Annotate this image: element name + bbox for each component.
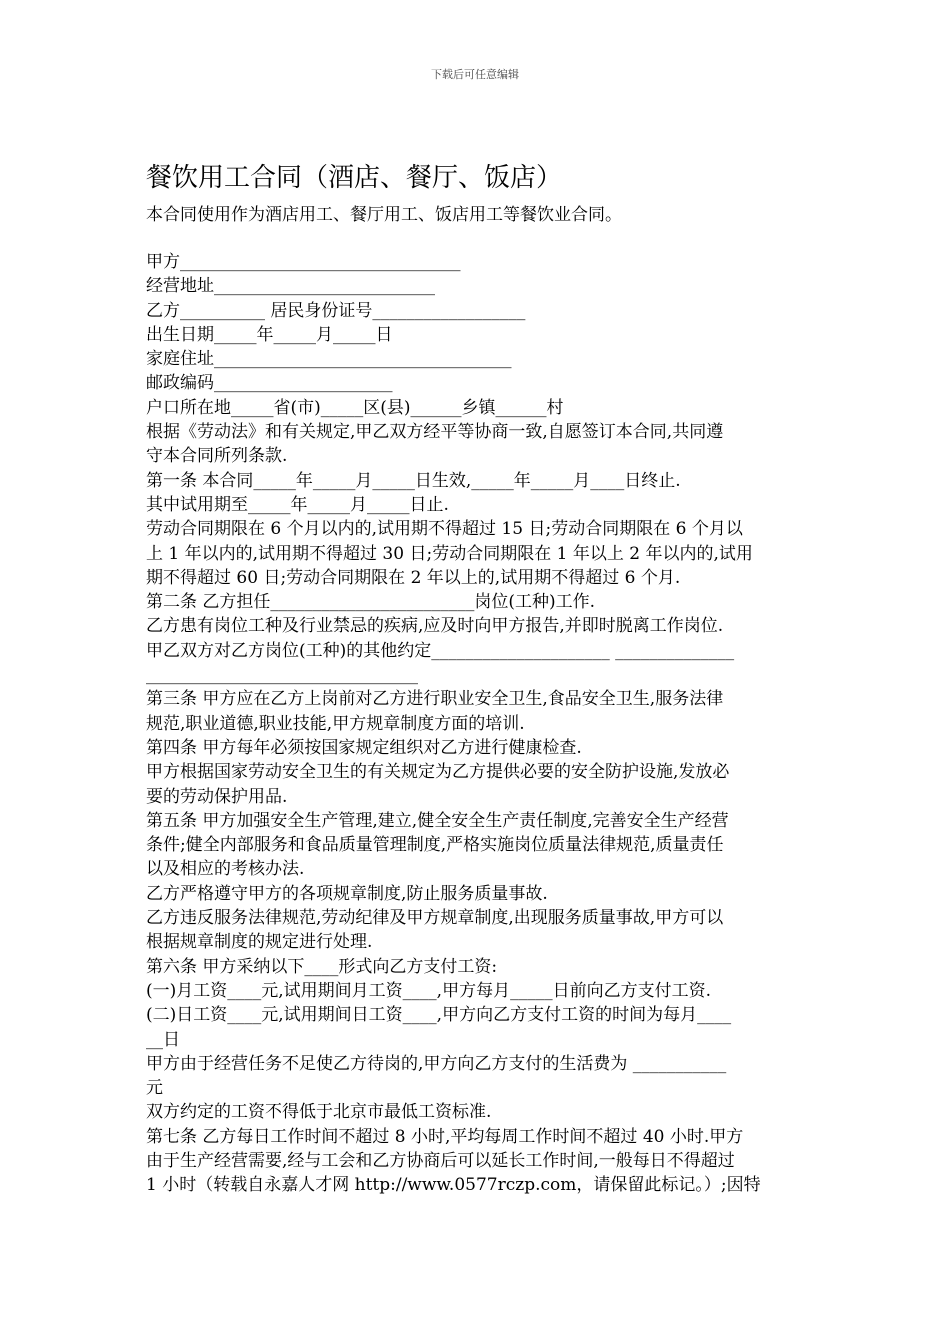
- document-subtitle: 本合同使用作为酒店用工、餐厅用工、饭店用工等餐饮业合同。: [146, 205, 622, 225]
- body-line: 邮政编码_____________________: [146, 373, 393, 394]
- body-line: 乙方患有岗位工种及行业禁忌的疾病,应及时向甲方报告,并即时脱离工作岗位.: [146, 616, 724, 637]
- body-line: (二)日工资____元,试用期间日工资____,甲方向乙方支付工资的时间为每月____: [146, 1005, 732, 1026]
- body-line: 其中试用期至_____年_____月_____日止.: [146, 494, 449, 515]
- body-line: 规范,职业道德,职业技能,甲方规章制度方面的培训.: [146, 713, 525, 734]
- body-line: ________________________________: [146, 665, 418, 686]
- body-line: 根据《劳动法》和有关规定,甲乙双方经平等协商一致,自愿签订本合同,共同遵: [146, 422, 724, 443]
- body-line: 乙方违反服务法律规范,劳动纪律及甲方规章制度,出现服务质量事故,甲方可以: [146, 908, 724, 929]
- body-line: 以及相应的考核办法.: [146, 859, 305, 880]
- body-line: 第七条 乙方每日工作时间不超过 8 小时,平均每周工作时间不超过 40 小时.甲方: [146, 1126, 744, 1147]
- body-line: 要的劳动保护用品.: [146, 786, 288, 807]
- body-line: 户口所在地_____省(市)_____区(县)______乡镇______村: [146, 397, 564, 418]
- body-line: 第一条 本合同_____年_____月_____日生效,_____年_____月____日终止.: [146, 470, 681, 491]
- body-line: 上 1 年以内的,试用期不得超过 30 日;劳动合同期限在 1 年以上 2 年以内的,试用: [146, 543, 753, 564]
- body-line: 经营地址__________________________: [146, 276, 435, 297]
- body-line: 根据规章制度的规定进行处理.: [146, 932, 373, 953]
- document-body: [146, 250, 811, 1198]
- body-line: 出生日期_____年_____月_____日: [146, 324, 393, 345]
- body-line: 由于生产经营需要,经与工会和乙方协商后可以延长工作时间,一般每日不得超过: [146, 1150, 735, 1171]
- body-line: 期不得超过 60 日;劳动合同期限在 2 年以上的,试用期不得超过 6 个月.: [146, 567, 681, 588]
- body-line: 第二条 乙方担任________________________岗位(工种)工作.: [146, 592, 596, 613]
- document-title: 餐饮用工合同（酒店、餐厅、饭店）: [146, 163, 563, 193]
- body-line: 第四条 甲方每年必须按国家规定组织对乙方进行健康检查.: [146, 737, 582, 758]
- body-line: __日: [146, 1029, 180, 1050]
- body-line: 双方约定的工资不得低于北京市最低工资标准.: [146, 1102, 492, 1123]
- body-line: 家庭住址___________________________________: [146, 349, 512, 370]
- body-line: 条件;健全内部服务和食品质量管理制度,严格实施岗位质量法律规范,质量责任: [146, 835, 724, 856]
- body-line: 第五条 甲方加强安全生产管理,建立,健全安全生产责任制度,完善安全生产经营: [146, 810, 729, 831]
- body-line: 守本合同所列条款.: [146, 446, 288, 467]
- body-line: (一)月工资____元,试用期间月工资____,甲方每月_____日前向乙方支付工资.: [146, 980, 711, 1001]
- body-line: 劳动合同期限在 6 个月以内的,试用期不得超过 15 日;劳动合同期限在 6 个月以: [146, 519, 743, 540]
- body-line: 第三条 甲方应在乙方上岗前对乙方进行职业安全卫生,食品安全卫生,服务法律: [146, 689, 724, 710]
- header-note: 下载后可任意编辑: [431, 68, 519, 81]
- body-line: 第六条 甲方采纳以下____形式向乙方支付工资:: [146, 956, 498, 977]
- body-line: 甲方由于经营任务不足使乙方待岗的,甲方向乙方支付的生活费为 ___________: [146, 1053, 727, 1074]
- body-line: 甲方根据国家劳动安全卫生的有关规定为乙方提供必要的安全防护设施,发放必: [146, 762, 730, 783]
- body-line: 乙方__________ 居民身份证号__________________: [146, 300, 526, 321]
- body-line: 甲乙双方对乙方岗位(工种)的其他约定_____________________ ______________: [146, 640, 735, 661]
- body-line: 元: [146, 1078, 163, 1099]
- body-line: 甲方_________________________________: [146, 252, 461, 272]
- body-line: 乙方严格遵守甲方的各项规章制度,防止服务质量事故.: [146, 883, 548, 904]
- body-line: 1 小时（转载自永嘉人才网 http://www.0577rczp.com，请保留此标记。）;因特: [146, 1175, 761, 1196]
